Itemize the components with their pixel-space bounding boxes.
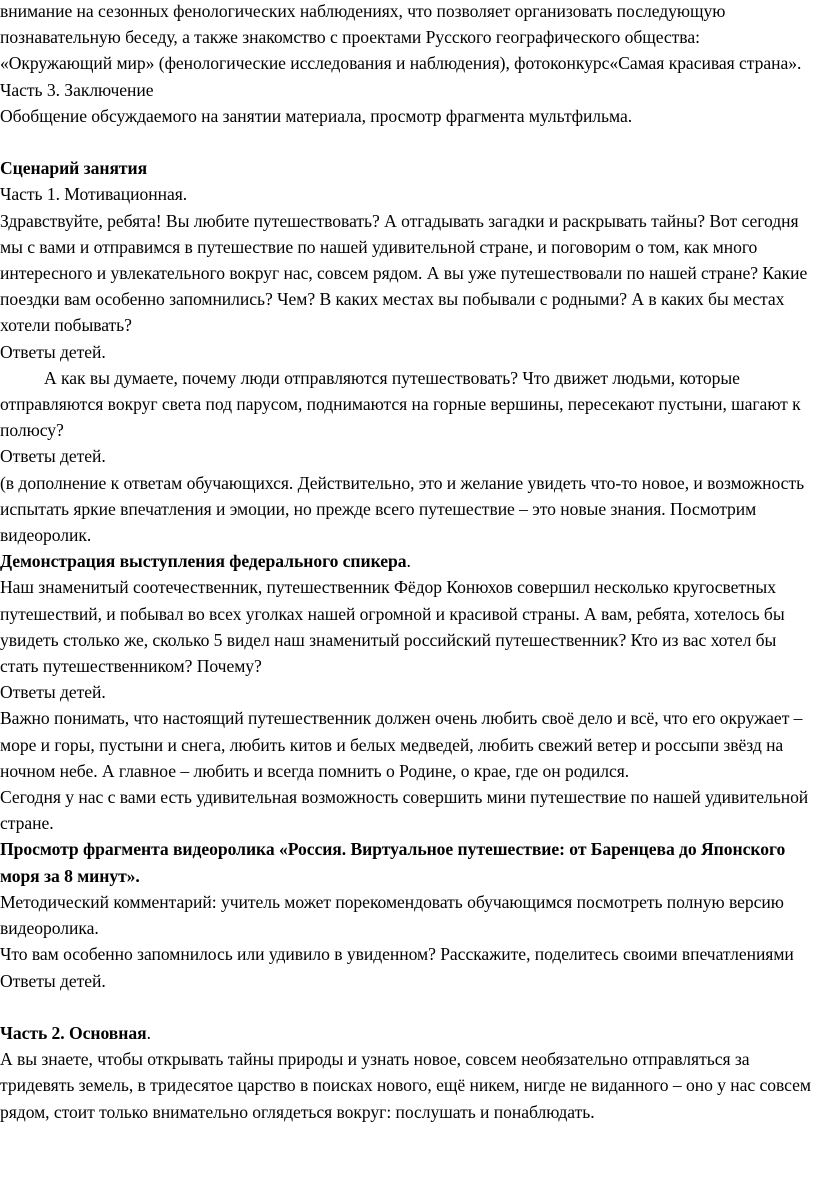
heading-part-2 (0, 1020, 816, 1046)
heading-part-1: Часть 1. Мотивационная. (0, 184, 188, 205)
heading-speaker-demo-text: Демонстрация выступления федерального спикера (0, 551, 407, 572)
paragraph-mini-journey: Сегодня у нас с вами есть удивительная возможность совершить мини путешествие по нашей удивительной стране. (0, 787, 809, 834)
paragraph-why-travel: А как вы думаете, почему люди отправляются путешествовать? Что движет людьми, которые отправляются вокруг света под парусом, поднимаются на горные вершины, пересекают пустыни, шагают к полюсу? (0, 367, 801, 441)
heading-part-2-tail: . (146, 1022, 151, 1043)
blank-line (0, 129, 816, 155)
blank-line (0, 994, 816, 1020)
paragraph-answers: Ответы детей. (0, 970, 106, 991)
paragraph-addition: (в дополнение к ответам обучающихся. Действительно, это и желание увидеть что-то новое, и возможность испытать яркие впечатления и эмоции, но прежде всего путешествие – это новые знания. Посмотрим видеоролик. (0, 472, 805, 546)
heading-speaker-demo (0, 548, 816, 574)
heading-part-3: Часть 3. Заключение (0, 79, 154, 100)
paragraph-impressions: Что вам особенно запомнилось или удивило в увиденном? Расскажите, поделитесь своими впечатлениями (0, 944, 794, 965)
heading-scenario: Сценарий занятия (0, 158, 148, 179)
paragraph-method-comment: Методический комментарий: учитель может порекомендовать обучающимся посмотреть полную версию видеоролика. (0, 891, 784, 939)
paragraph-part-3-summary: Обобщение обсуждаемого на занятии материала, просмотр фрагмента мультфильма. (0, 105, 633, 126)
paragraph-greeting: Здравствуйте, ребята! Вы любите путешествовать? А отгадывать загадки и раскрывать тайны? Вот сегодня мы с вами и отправимся в путешествие по нашей удивительной стране, и поговорим о том, как много интересного и увлекательного вокруг нас, совсем рядом. А вы уже путешествовали по нашей стране? Какие поездки вам особенно запомнились? Чем? В каких местах вы побывали с родными? А в каких бы местах хотели побывать? (0, 210, 808, 336)
paragraph-answers: Ответы детей. (0, 446, 106, 467)
heading-speaker-demo-tail: . (406, 551, 411, 572)
heading-video-fragment: Просмотр фрагмента видеоролика «Россия. Виртуальное путешествие: от Баренцева до Японского моря за 8 минут». (0, 839, 786, 886)
paragraph-nature-secrets: А вы знаете, чтобы открывать тайны природы и узнать новое, совсем необязательно отправляться за тридевять земель, в тридесятое царство в поисках нового, ещё никем, нигде не виданного – оно у нас совсем рядом, стоит только внимательно оглядеться вокруг: послушать и понаблюдать. (0, 1049, 811, 1122)
heading-part-2-text: Часть 2. Основная (0, 1022, 147, 1043)
paragraph-konyukhov: Наш знаменитый соотечественник, путешественник Фёдор Конюхов совершил несколько кругосветных путешествий, и побывал во всех уголках нашей огромной и красивой страны. А вам, ребята, хотелось бы увидеть столько же, сколько 5 видел наш знаменитый российский путешественник? Кто из вас хотел бы стать путешественником? Почему? (0, 577, 785, 677)
paragraph-intro: внимание на сезонных фенологических наблюдениях, что позволяет организовать последующую познавательную беседу, а также знакомство с проектами Русского географического общества: «Окружающий мир» (фенологические исследования и наблюдения), фотоконкурс«Самая красивая страна». (0, 1, 802, 74)
paragraph-answers: Ответы детей. (0, 682, 106, 703)
paragraph-answers: Ответы детей. (0, 341, 106, 362)
paragraph-true-traveler: Важно понимать, что настоящий путешественник должен очень любить своё дело и всё, что его окружает – море и горы, пустыни и снега, любить китов и белых медведей, любить свежий ветер и россыпи звёзд на ночном небе. А главное – любить и всегда помнить о Родине, о крае, где он родился. (0, 708, 803, 781)
